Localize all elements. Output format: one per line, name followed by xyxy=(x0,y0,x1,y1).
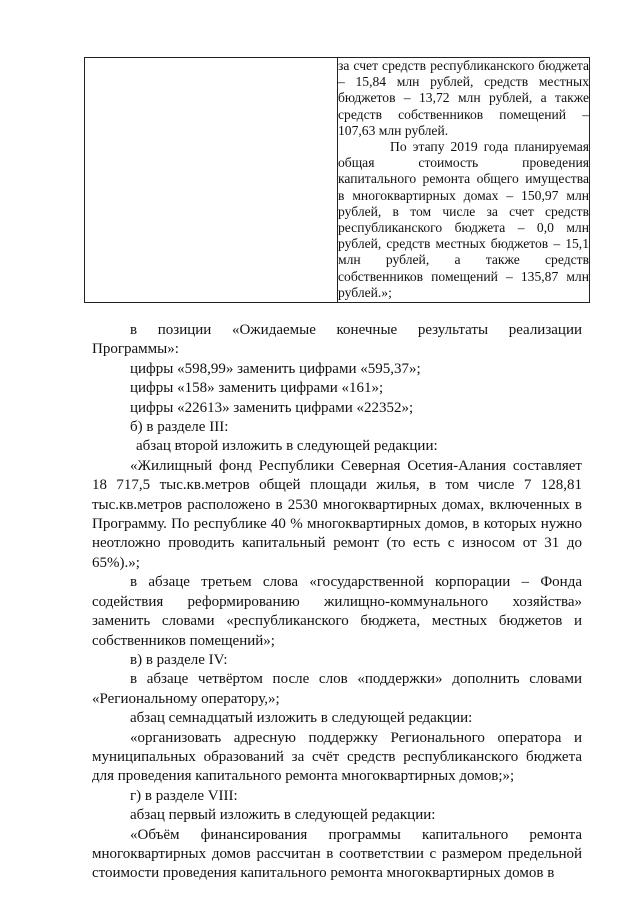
cell-paragraph: за счет средств республиканского бюджета – 15,84 млн рублей, средств местных бюджетов – 13,72 млн рублей, а также средств собственников помещений – 107,63 млн рублей. xyxy=(338,58,589,138)
document-body xyxy=(92,321,582,884)
section-heading: в) в разделе IV: xyxy=(130,651,228,668)
table-cell-empty xyxy=(85,58,338,303)
table-row xyxy=(85,58,590,303)
section-heading: б) в разделе III: xyxy=(130,419,229,436)
paragraph: «организовать адресную поддержку Регионального оператора и муниципальных образований за счёт средств республиканского бюджета для проведения капитального ремонта многоквартирных домов;»; xyxy=(92,729,582,785)
paragraph: в позиции «Ожидаемые конечные результаты реализации Программы»: xyxy=(92,322,582,358)
paragraph: «Жилищный фонд Республики Северная Осетия-Алания составляет 18 717,5 тыс.кв.метров общей площади жилья, в том числе 7 128,81 тыс.кв.метров расположено в 2530 многоквартирных домах, включенных в Программу. По республике 40 % многоквартирных домов, в которых нужно неотложно проводить капитальный ремонт (то есть с износом от 31 до 65%).»; xyxy=(92,457,582,571)
paragraph: в абзаце третьем слова «государственной корпорации – Фонда содействия реформированию жилищно-коммунального хозяйства» заменить словами «республиканского бюджета, местных бюджетов и собственников помещений»; xyxy=(92,574,582,649)
paragraph: абзац семнадцатый изложить в следующей редакции: xyxy=(130,710,473,727)
section-heading: г) в разделе VIII: xyxy=(130,787,238,804)
paragraph: в абзаце четвёртом после слов «поддержки» дополнить словами «Региональному оператору,»; xyxy=(92,671,582,707)
cell-paragraph: По этапу 2019 года планируемая общая стоимость проведения капитального ремонта общего имущества в многоквартирных домах – 150,97 млн рублей, в том числе за счет средств республиканского бюджета – 0,0 млн рублей, средств местных бюджетов – 15,1 млн рублей, а также средств собственников помещений – 135,87 млн рублей.»; xyxy=(338,139,589,300)
paragraph: «Объём финансирования программы капитального ремонта многоквартирных домов рассчитан в соответствии с размером предельной стоимости проведения капитального ремонта многоквартирных домов в xyxy=(92,826,582,882)
paragraph: цифры «22613» заменить цифрами «22352»; xyxy=(130,399,414,416)
table-cell-funding xyxy=(338,58,590,303)
paragraph: абзац второй изложить в следующей редакции: xyxy=(136,438,438,455)
program-passport-table xyxy=(84,57,590,303)
paragraph: абзац первый изложить в следующей редакции: xyxy=(130,807,436,824)
paragraph: цифры «598,99» заменить цифрами «595,37»; xyxy=(130,360,421,377)
paragraph: цифры «158» заменить цифрами «161»; xyxy=(130,380,384,397)
